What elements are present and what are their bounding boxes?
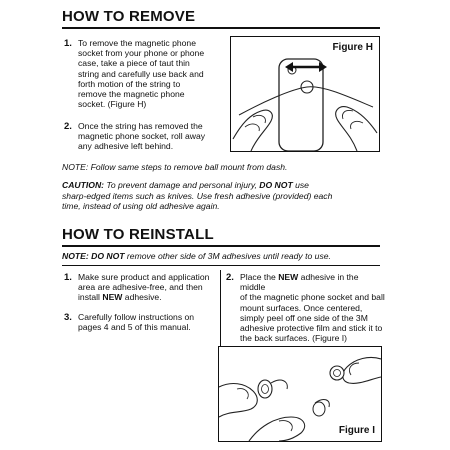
step-number: 2. bbox=[64, 121, 72, 132]
step-text: Make sure product and application area are adhesive-free, and then install NEW adhesive. bbox=[78, 272, 210, 303]
column-divider bbox=[220, 270, 221, 346]
reinstall-heading-rule bbox=[62, 245, 380, 247]
step-number: 3. bbox=[64, 312, 72, 323]
figure-i-label: Figure I bbox=[338, 425, 375, 436]
caution-text: CAUTION: To prevent damage and personal injury, DO NOT use sharp-edged items such as knives. Use fresh adhesive (provided) each time, instead of using old adhesive again. bbox=[62, 180, 333, 212]
remove-heading-rule bbox=[62, 27, 380, 29]
step-number: 1. bbox=[64, 272, 72, 283]
note-rule bbox=[62, 265, 380, 266]
reinstall-note: NOTE: DO NOT remove other side of 3M adhesives until ready to use. bbox=[62, 251, 331, 261]
step-text: Carefully follow instructions on pages 4 and 5 of this manual. bbox=[78, 312, 195, 333]
reinstall-heading: HOW TO REINSTALL bbox=[62, 226, 214, 243]
step-text: To remove the magnetic phone socket from your phone or phone case, take a piece of taut thin string and carefully use back and forth motion of the string to remove the magnetic phone socket. (Figure H) bbox=[78, 38, 205, 110]
step-number: 2. bbox=[226, 272, 234, 283]
step-number: 1. bbox=[64, 38, 72, 49]
adhesive-peel-illustration bbox=[219, 347, 381, 441]
step-text: Once the string has removed the magnetic phone socket, roll away any adhesive left behind. bbox=[78, 121, 206, 152]
remove-note: NOTE: Follow same steps to remove ball mount from dash. bbox=[62, 162, 288, 172]
figure-h-label: Figure H bbox=[332, 42, 373, 53]
figure-i bbox=[218, 346, 382, 442]
remove-heading: HOW TO REMOVE bbox=[62, 8, 196, 25]
phone-string-illustration bbox=[231, 37, 379, 151]
figure-h bbox=[230, 36, 380, 152]
step-text: Place the NEW adhesive in the middle of the magnetic phone socket and ball mount surfaces. Once centered, simply peel off one side of the 3M adhesive protective film and stick it to the back surfaces. (Figure I) bbox=[240, 272, 385, 344]
